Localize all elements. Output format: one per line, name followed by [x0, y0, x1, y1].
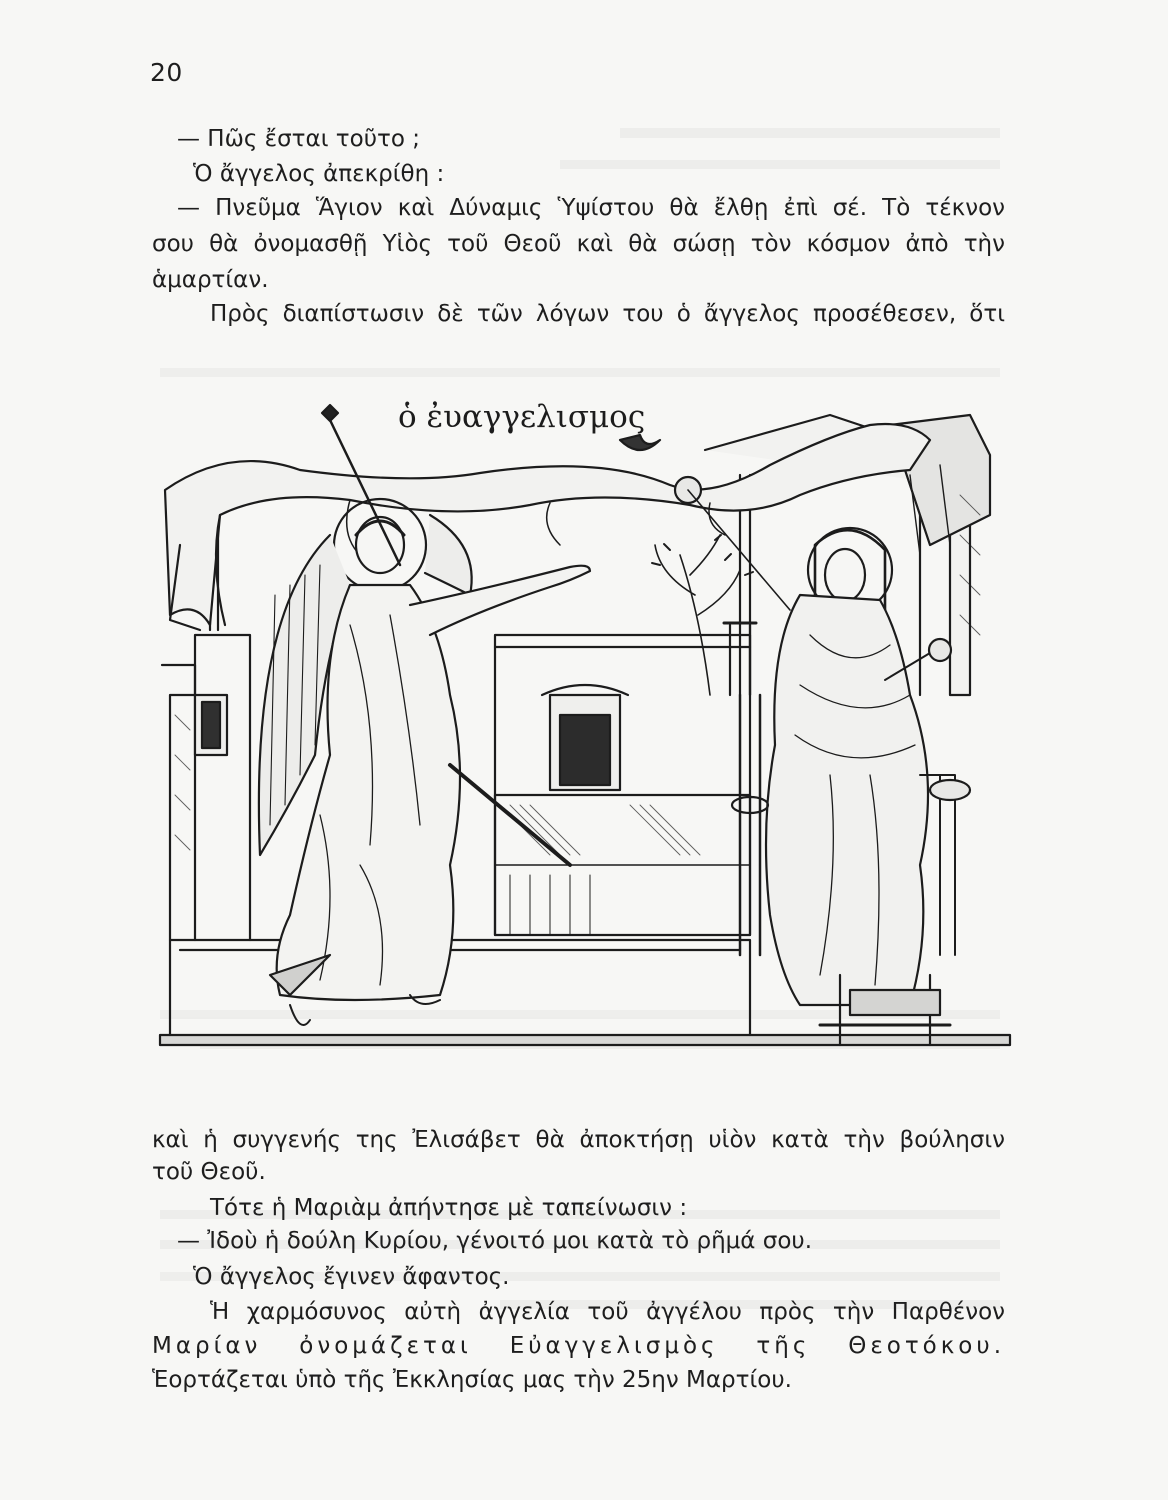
text-line: Ἡ χαρμόσυνος αὐτὴ ἀγγελία τοῦ ἀγγέλου πρὸς τὴν Παρθένον: [210, 1299, 1005, 1325]
annunciation-illustration: [150, 395, 1020, 1065]
text-line: — Πνεῦμα Ἅγιον καὶ Δύναμις Ὑψίστου θὰ ἔλθῃ ἐπὶ σέ. Τὸ τέκνον: [177, 195, 1005, 221]
text-line: Τότε ἡ Μαριὰμ ἀπήντησε μὲ ταπείνωσιν :: [210, 1195, 688, 1221]
page-number: 20: [150, 58, 183, 87]
text-line: — Ἰδοὺ ἡ δούλη Κυρίου, γένοιτό μοι κατὰ τὸ ρῆμά σου.: [177, 1228, 813, 1254]
text-line: — Πῶς ἔσται τοῦτο ;: [177, 126, 420, 152]
illustration-inscription: ὁ ἐυαγγελισμος: [398, 399, 646, 435]
text-line: Ἑορτάζεται ὑπὸ τῆς Ἐκκλησίας μας τὴν 25ην Μαρτίου.: [152, 1367, 792, 1393]
text-line: ἁμαρτίαν.: [152, 267, 269, 293]
text-line: Ὁ ἄγγελος ἔγινεν ἄφαντος.: [193, 1264, 510, 1290]
text-line: Ὁ ἄγγελος ἀπεκρίθη :: [193, 161, 445, 187]
text-line: Μαρίαν ὀνομάζεται Εὐαγγελισμὸς τῆς Θεοτόκου.: [152, 1333, 1005, 1359]
text-line: καὶ ἡ συγγενής της Ἐλισάβετ θὰ ἀποκτήσῃ υἱὸν κατὰ τὴν βούλησιν: [152, 1127, 1005, 1153]
text-line: τοῦ Θεοῦ.: [152, 1159, 266, 1185]
text-line: σου θὰ ὀνομασθῇ Υἱὸς τοῦ Θεοῦ καὶ θὰ σώσῃ τὸν κόσμον ἀπὸ τὴν: [152, 231, 1005, 257]
annunciation-drawing: [150, 395, 1020, 1065]
text-line: Πρὸς διαπίστωσιν δὲ τῶν λόγων του ὁ ἄγγελος προσέθεσεν, ὅτι: [210, 301, 1005, 327]
